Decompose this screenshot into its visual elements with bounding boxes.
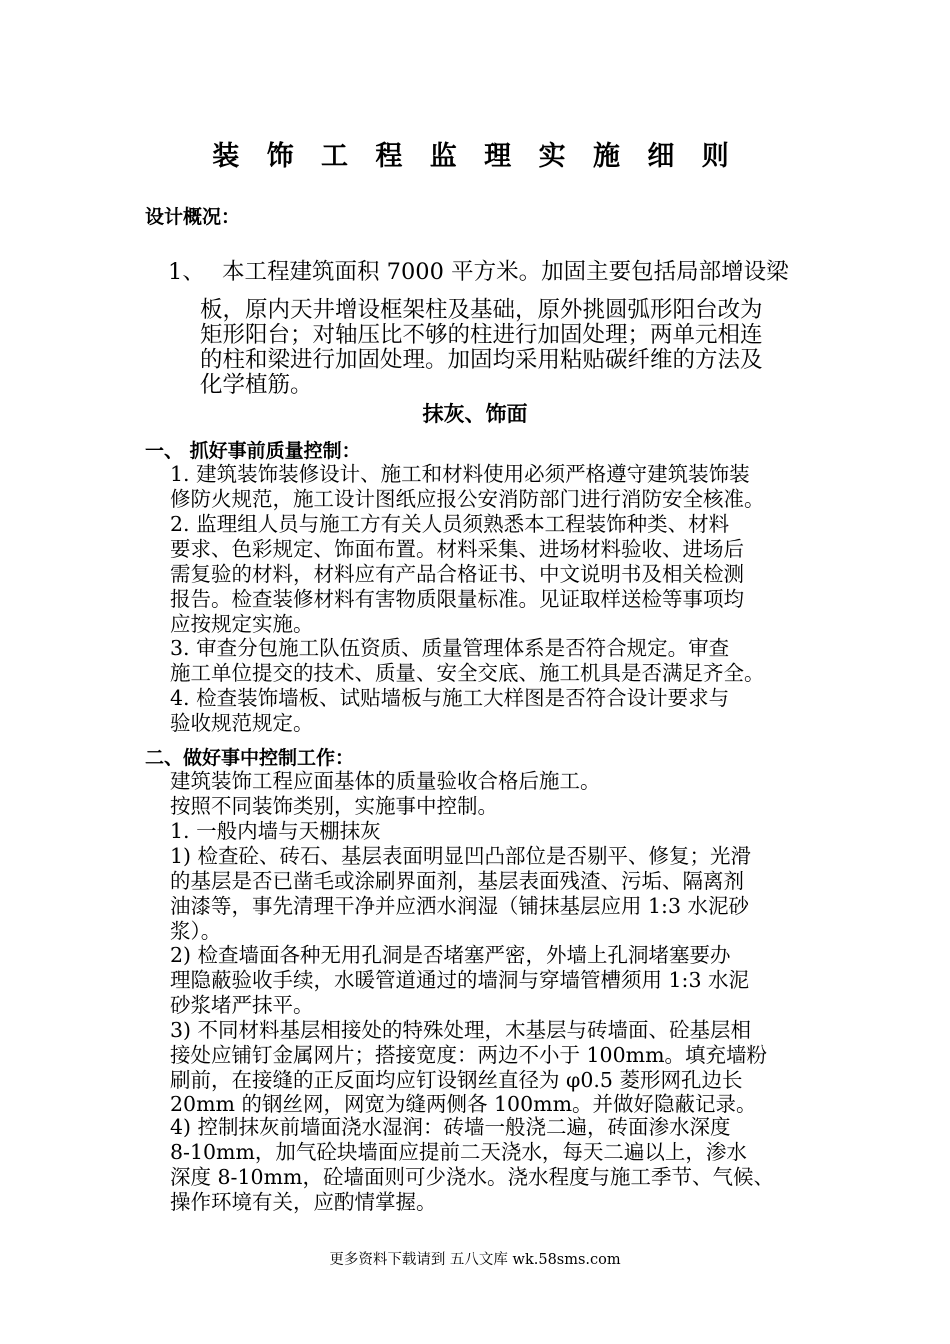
section2-line: 油漆等，事先清理干净并应洒水润湿（铺抹基层应用 1:3 水泥砂: [170, 894, 750, 918]
section2-line: 按照不同装饰类别，实施事中控制。: [170, 794, 498, 818]
footer-download-note: 更多资料下载请到 五八文库 wk.58sms.com: [329, 1252, 621, 1268]
section1-line: 需复验的材料，材料应有产品合格证书、中文说明书及相关检测: [170, 562, 744, 586]
section2-line: 刷前，在接缝的正反面均应钉设钢丝直径为 φ0.5 菱形网孔边长: [170, 1068, 743, 1092]
section1-line: 报告。检查装修材料有害物质限量标准。见证取样送检等事项均: [170, 587, 744, 611]
design-item-line: 板，原内天井增设框架柱及基础，原外挑圆弧形阳台改为: [200, 297, 763, 323]
section2-line: 2) 检查墙面各种无用孔洞是否堵塞严密，外墙上孔洞堵塞要办: [170, 943, 731, 967]
section1-heading: 一、 抓好事前质量控制：: [145, 440, 361, 462]
section2-line: 8-10mm，加气砼块墙面应提前二天浇水，每天二遍以上，渗水: [170, 1140, 747, 1164]
section1-line: 4. 检查装饰墙板、试贴墙板与施工大样图是否符合设计要求与: [170, 686, 730, 710]
section2-line: 4) 控制抹灰前墙面浇水湿润：砖墙一般浇二遍，砖面渗水深度: [170, 1115, 731, 1139]
section1-line: 3. 审查分包施工队伍资质、质量管理体系是否符合规定。审查: [170, 636, 730, 660]
section2-heading: 二、做好事中控制工作：: [145, 747, 355, 769]
section2-line: 的基层是否已凿毛或涂刷界面剂，基层表面残渣、污垢、隔离剂: [170, 869, 744, 893]
section2-line: 理隐蔽验收手续，水暖管道通过的墙洞与穿墙管槽须用 1:3 水泥: [170, 968, 750, 992]
section2-line: 3) 不同材料基层相接处的特殊处理，木基层与砖墙面、砼基层相: [170, 1018, 752, 1042]
section1-line: 应按规定实施。: [170, 612, 314, 636]
section1-line: 验收规范规定。: [170, 711, 314, 735]
section2-line: 20mm 的钢丝网，网宽为缝两侧各 100mm。并做好隐蔽记录。: [170, 1092, 757, 1116]
page-title: 装 饰 工 程 监 理 实 施 细 则: [212, 141, 738, 172]
section2-line: 深度 8-10mm，砼墙面则可少浇水。浇水程度与施工季节、气候、: [170, 1165, 774, 1189]
section2-line: 浆）。: [170, 919, 222, 943]
section1-line: 要求、色彩规定、饰面布置。材料采集、进场材料验收、进场后: [170, 537, 744, 561]
design-item-line: 本工程建筑面积 7000 平方米。加固主要包括局部增设梁: [222, 259, 789, 285]
section1-line: 1. 建筑装饰装修设计、施工和材料使用必须严格遵守建筑装饰装: [170, 462, 750, 486]
section2-line: 1. 一般内墙与天棚抹灰: [170, 819, 381, 843]
section2-line: 建筑装饰工程应面基体的质量验收合格后施工。: [170, 769, 601, 793]
section1-line: 施工单位提交的技术、质量、安全交底、施工机具是否满足齐全。: [170, 661, 765, 685]
design-item-number: 1、: [168, 259, 205, 285]
design-item-line: 的柱和梁进行加固处理。加固均采用粘贴碳纤维的方法及: [200, 347, 763, 373]
section-title: 抹灰、饰面: [422, 402, 528, 426]
design-item-line: 矩形阳台；对轴压比不够的柱进行加固处理；两单元相连: [200, 322, 763, 348]
section2-line: 砂浆堵严抹平。: [170, 993, 314, 1017]
design-item-line: 化学植筋。: [200, 372, 313, 398]
design-overview-heading: 设计概况：: [145, 206, 241, 228]
section2-line: 1) 检查砼、砖石、基层表面明显凹凸部位是否剔平、修复；光滑: [170, 844, 752, 868]
section1-line: 2. 监理组人员与施工方有关人员须熟悉本工程装饰种类、材料: [170, 512, 730, 536]
section2-line: 接处应铺钉金属网片；搭接宽度：两边不小于 100mm。填充墙粉: [170, 1043, 768, 1067]
section2-line: 操作环境有关，应酌情掌握。: [170, 1190, 437, 1214]
section1-line: 修防火规范，施工设计图纸应报公安消防部门进行消防安全核准。: [170, 487, 765, 511]
